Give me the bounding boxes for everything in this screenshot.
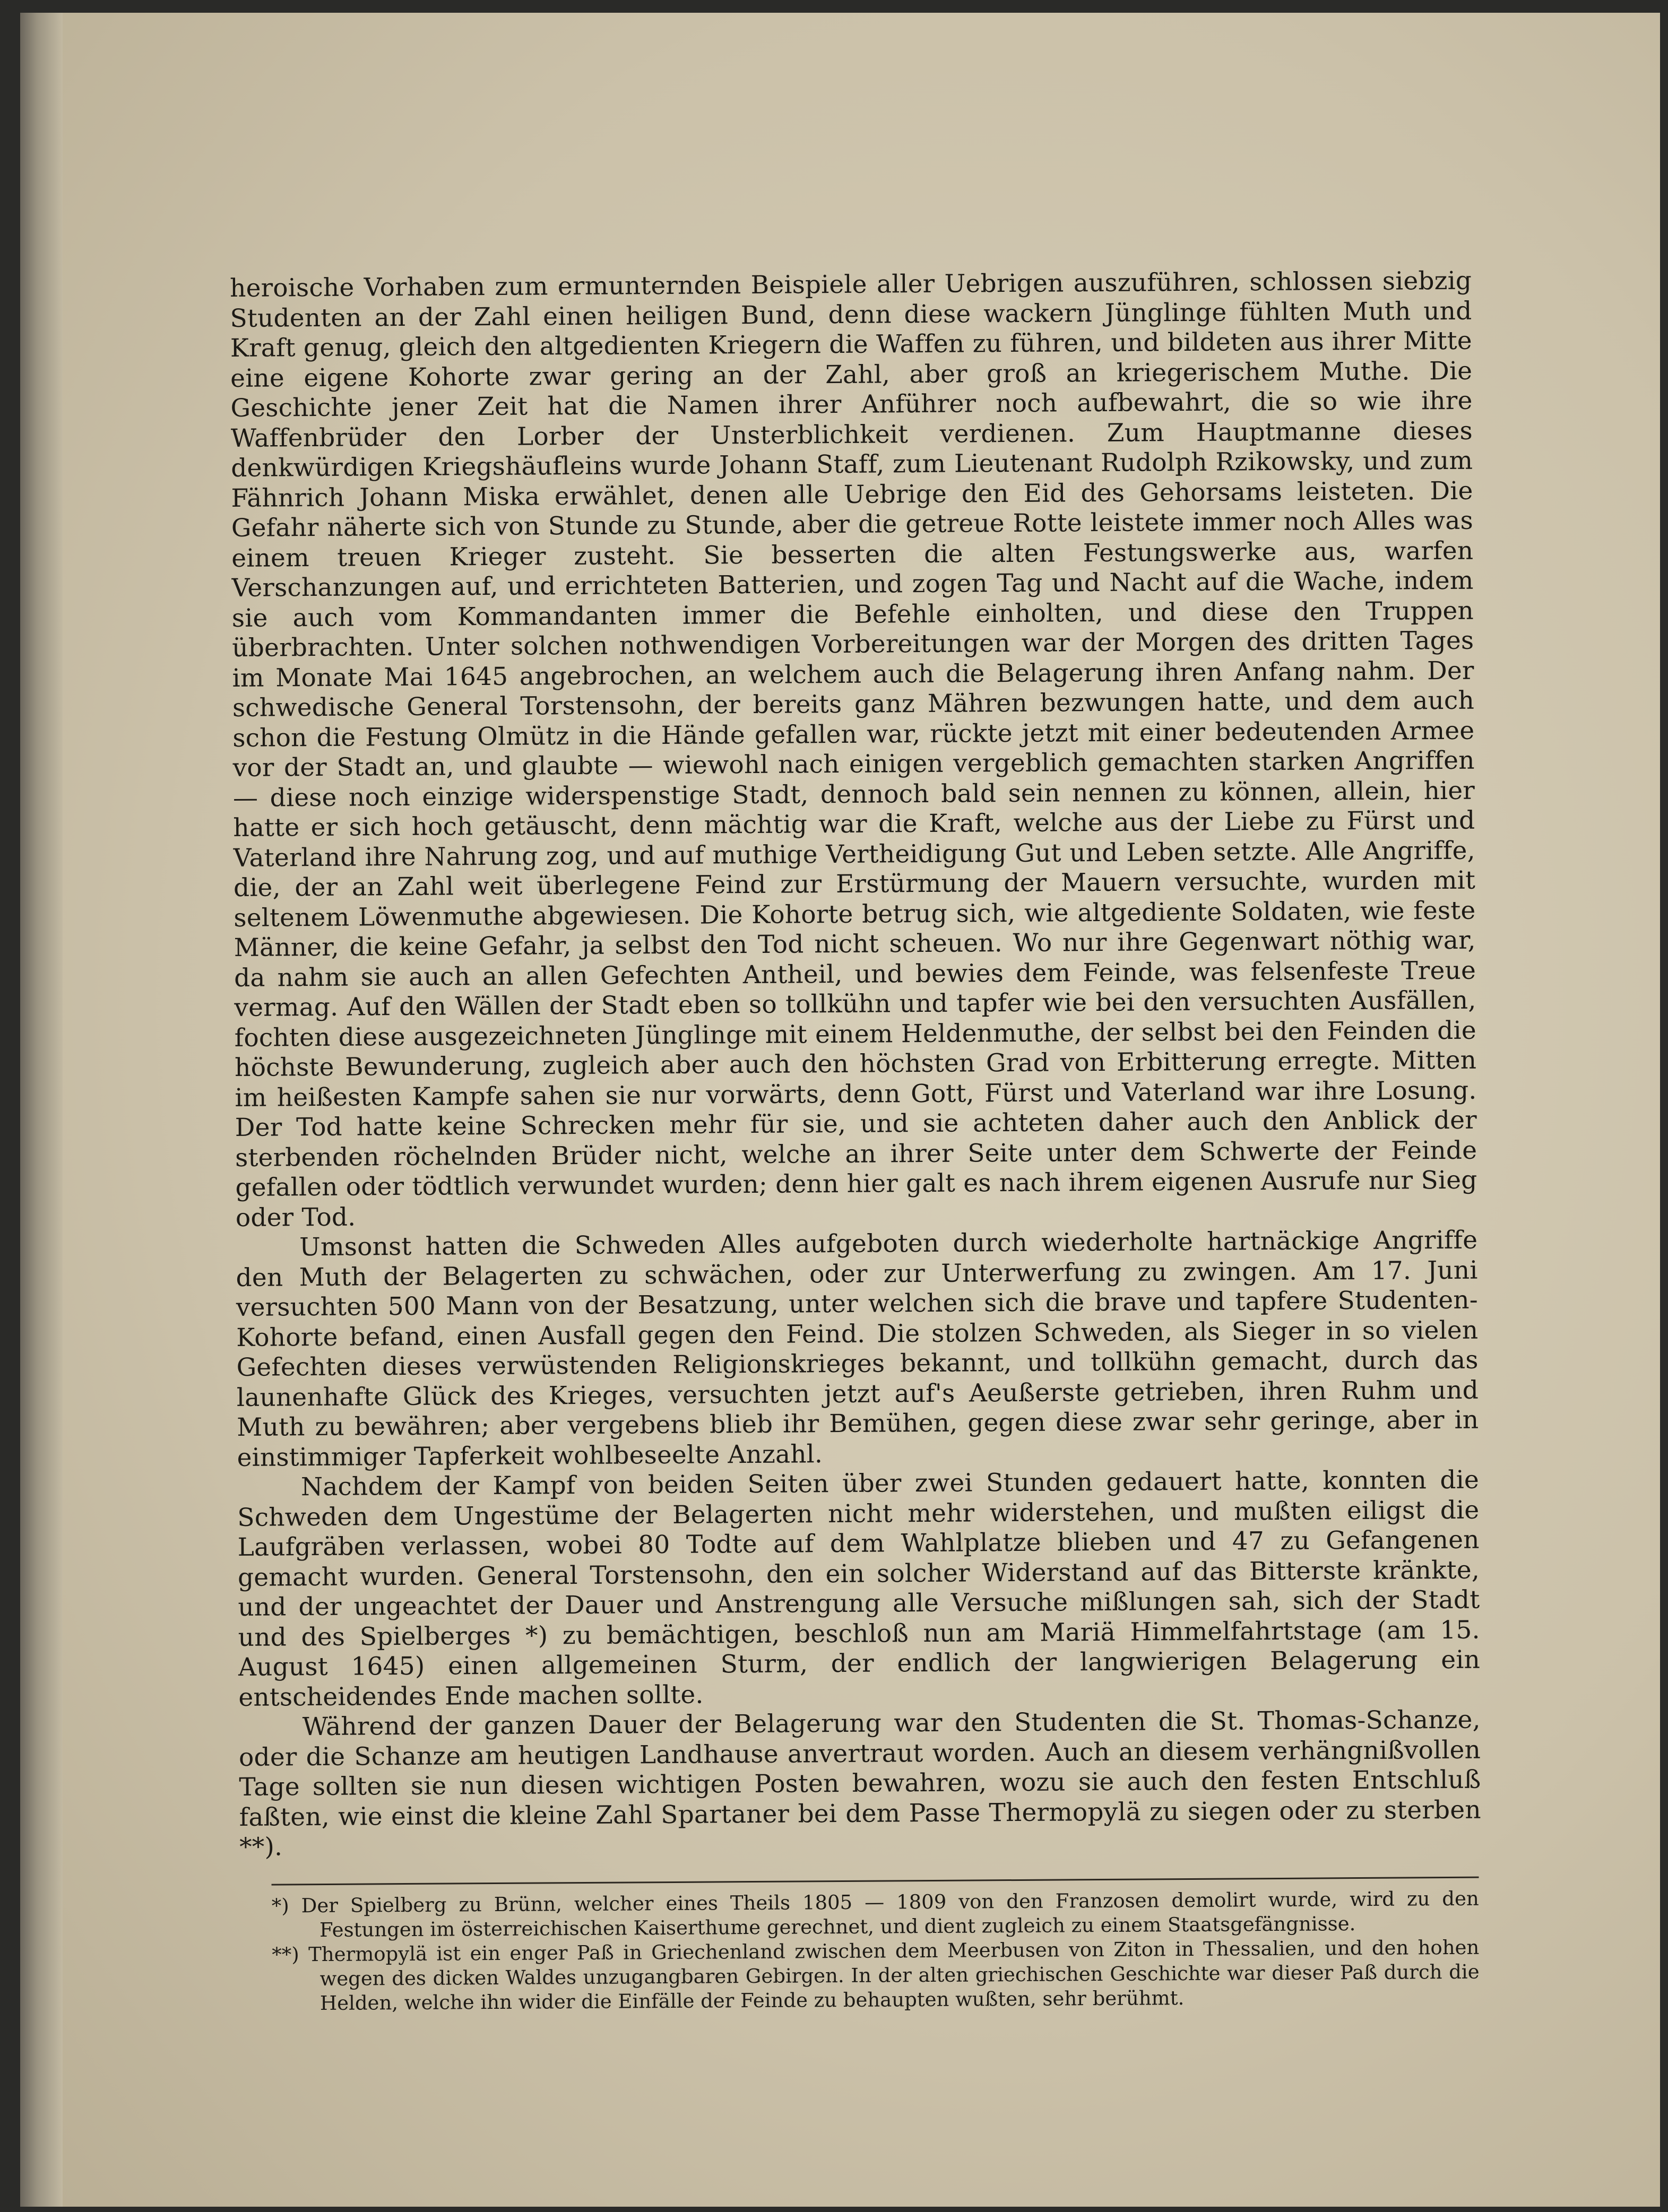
book-spine-shadow	[20, 13, 63, 2207]
footnote: **) Thermopylä ist ein enger Paß in Griechenland zwischen dem Meerbusen von Ziton in Thessalien, und den hohen wegen des dicken Waldes unzugangbaren Gebirgen. In der alten griechischen Geschichte war dieser Paß durch die Helden, welche ihn wider die Einfälle der Feinde zu behaupten wußten, sehr berühmt.	[272, 1936, 1480, 2015]
body-paragraph: heroische Vorhaben zum ermunternden Beispiele aller Uebrigen auszuführen, schlossen siebzig Studenten an der Zahl einen heiligen Bund, denn diese wackern Jünglinge fühlten Muth und Kraft genug, gleich den altgedienten Kriegern die Waffen zu führen, und bildeten aus ihrer Mitte eine eigene Kohorte zwar gering an der Zahl, aber groß an kriegerischem Muthe. Die Geschichte jener Zeit hat die Namen ihrer Anführer noch aufbewahrt, die so wie ihre Waffenbrüder den Lorber der Unsterblichkeit verdienen. Zum Hauptmanne dieses denkwürdigen Kriegshäufleins wurde Johann Staff, zum Lieutenant Rudolph Rzikowsky, und zum Fähnrich Johann Miska erwählet, denen alle Uebrige den Eid des Gehorsams leisteten. Die Gefahr näherte sich von Stunde zu Stunde, aber die getreue Rotte leistete immer noch Alles was einem treuen Krieger zusteht. Sie besserten die alten Festungswerke aus, warfen Verschanzungen auf, und errichteten Batterien, und zogen Tag und Nacht auf die Wache, indem sie auch vom Kommandanten immer die Befehle einholten, und diese den Truppen überbrachten. Unter solchen nothwendigen Vorbereitungen war der Morgen des dritten Tages im Monate Mai 1645 angebrochen, an welchem auch die Belagerung ihren Anfang nahm. Der schwedische General Torstensohn, der bereits ganz Mähren bezwungen hatte, und dem auch schon die Festung Olmütz in die Hände gefallen war, rückte jetzt mit einer bedeutenden Armee vor der Stadt an, und glaubte — wiewohl nach einigen vergeblich gemachten starken Angriffen — diese noch einzige widerspenstige Stadt, dennoch bald sein nennen zu können, allein, hier hatte er sich hoch getäuscht, denn mächtig war die Kraft, welche aus der Liebe zu Fürst und Vaterland ihre Nahrung zog, und auf muthige Vertheidigung Gut und Leben setzte. Alle Angriffe, die, der an Zahl weit überlegene Feind zur Erstürmung der Mauern versuchte, wurden mit seltenem Löwenmuthe abgewiesen. Die Kohorte betrug sich, wie altgediente Soldaten, wie feste Männer, die keine Gefahr, ja selbst den Tod nicht scheuen. Wo nur ihre Gegenwart nöthig war, da nahm sie auch an allen Gefechten Antheil, und bewies dem Feinde, was felsenfeste Treue vermag. Auf den Wällen der Stadt eben so tollkühn und tapfer wie bei den versuchten Ausfällen, fochten diese ausgezeichneten Jünglinge mit einem Heldenmuthe, der selbst bei den Feinden die höchste Bewunderung, zugleich aber auch den höchsten Grad von Erbitterung erregte. Mitten im heißesten Kampfe sahen sie nur vorwärts, denn Gott, Fürst und Vaterland war ihre Losung. Der Tod hatte keine Schrecken mehr für sie, und sie achteten daher auch den Anblick der sterbenden röchelnden Brüder nicht, welche an ihrer Seite unter dem Schwerte der Feinde gefallen oder tödtlich verwundet wurden; denn hier galt es nach ihrem eigenen Ausrufe nur Sieg oder Tod.	[230, 266, 1477, 1233]
footnotes-section	[272, 1876, 1480, 2016]
body-paragraph: Während der ganzen Dauer der Belagerung war den Studenten die St. Thomas-Schanze, oder die Schanze am heutigen Landhause anvertraut worden. Auch an diesem verhängnißvollen Tage sollten sie nun diesen wichtigen Posten bewahren, wozu sie auch den festen Entschluß faßten, wie einst die kleine Zahl Spartaner bei dem Passe Thermopylä zu siegen oder zu sterben **).	[238, 1705, 1481, 1862]
body-paragraph: Umsonst hatten die Schweden Alles aufgeboten durch wiederholte hartnäckige Angriffe den Muth der Belagerten zu schwächen, oder zur Unterwerfung zu zwingen. Am 17. Juni versuchten 500 Mann von der Besatzung, unter welchen sich die brave und tapfere Studenten-Kohorte befand, einen Ausfall gegen den Feind. Die stolzen Schweden, als Sieger in so vielen Gefechten dieses verwüstenden Religionskrieges bekannt, und tollkühn gemacht, durch das launenhafte Glück des Krieges, versuchten jetzt auf's Aeußerste getrieben, ihren Ruhm und Muth zu bewähren; aber vergebens blieb ihr Bemühen, gegen diese zwar sehr geringe, aber in einstimmiger Tapferkeit wohlbeseelte Anzahl.	[236, 1225, 1479, 1472]
book-page	[20, 13, 1660, 2207]
body-paragraph: Nachdem der Kampf von beiden Seiten über zwei Stunden gedauert hatte, konnten die Schweden dem Ungestüme der Belagerten nicht mehr widerstehen, und mußten eiligst die Laufgräben verlassen, wobei 80 Todte auf dem Wahlplatze blieben und 47 zu Gefangenen gemacht wurden. General Torstensohn, den ein solcher Widerstand auf das Bitterste kränkte, und der ungeachtet der Dauer und Anstrengung alle Versuche mißlungen sah, sich der Stadt und des Spielberges *) zu bemächtigen, beschloß nun am Mariä Himmelfahrtstage (am 15. August 1645) einen allgemeinen Sturm, der endlich der langwierigen Belagerung ein entscheidendes Ende machen sollte.	[237, 1465, 1481, 1712]
page-text-block	[230, 266, 1482, 2016]
footnote: *) Der Spielberg zu Brünn, welcher eines Theils 1805 — 1809 von den Franzosen demolirt wurde, wird zu den Festungen im österreichischen Kaiserthume gerechnet, und dient zugleich zu einem Staatsgefängnisse.	[271, 1887, 1479, 1941]
